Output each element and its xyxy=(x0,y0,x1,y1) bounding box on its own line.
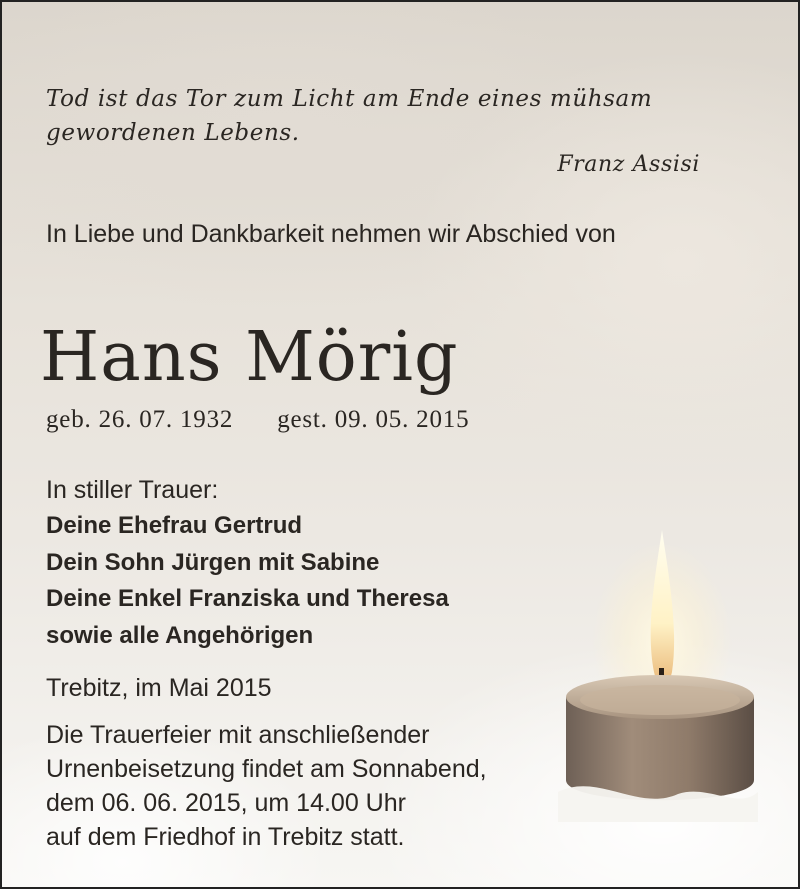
farewell-intro: In Liebe und Dankbarkeit nehmen wir Abschied von xyxy=(46,220,616,248)
service-line: auf dem Friedhof in Trebitz statt. xyxy=(46,823,405,851)
birth-date: geb. 26. 07. 1932 xyxy=(46,406,234,433)
quote-author: Franz Assisi xyxy=(557,152,700,177)
mourner-item: Dein Sohn Jürgen mit Sabine xyxy=(46,548,380,576)
service-line: dem 06. 06. 2015, um 14.00 Uhr xyxy=(46,789,406,817)
mourner-item: sowie alle Angehörigen xyxy=(46,621,314,649)
mourner-item: Deine Ehefrau Gertrud xyxy=(46,512,303,539)
service-details xyxy=(46,718,566,854)
candle-icon xyxy=(558,522,758,822)
service-line: Urnenbeisetzung findet am Sonnabend, xyxy=(46,755,487,783)
life-dates xyxy=(46,404,469,436)
deceased-name: Hans Mörig xyxy=(40,318,459,397)
quote-text: Tod ist das Tor zum Licht am Ende eines mühsam gewordenen Lebens. xyxy=(46,86,653,146)
mourning-label: In stiller Trauer: xyxy=(46,476,219,504)
mourner-item: Deine Enkel Franziska und Theresa xyxy=(46,585,449,612)
service-line: Die Trauerfeier mit anschließender xyxy=(46,721,430,749)
mourners-list xyxy=(46,508,449,654)
death-date: gest. 09. 05. 2015 xyxy=(277,406,470,433)
place-date: Trebitz, im Mai 2015 xyxy=(46,674,272,702)
